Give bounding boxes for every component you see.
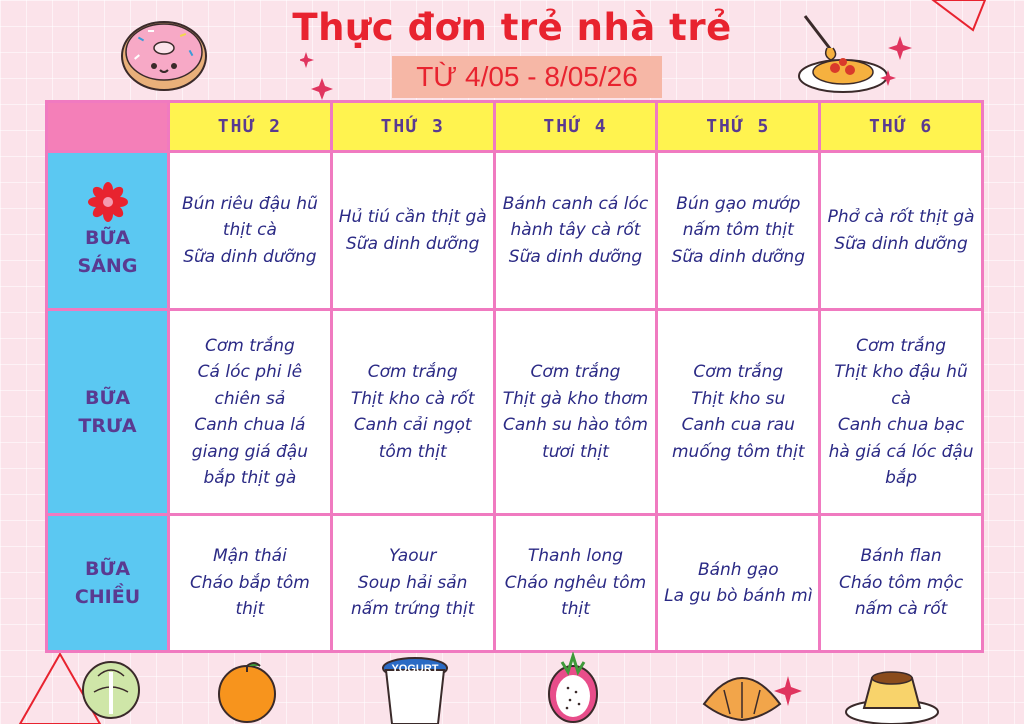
dish: Sữa dinh dưỡng bbox=[346, 233, 480, 254]
date-range-label: TỪ 4/05 - 8/05/26 bbox=[392, 56, 662, 98]
dish: Bánh flan bbox=[860, 546, 942, 567]
menu-table bbox=[45, 100, 984, 653]
dish: La gu bò bánh mì bbox=[664, 586, 813, 606]
flower-icon bbox=[88, 182, 128, 222]
day-header-fri: THỨ 6 bbox=[820, 102, 983, 152]
menu-cell bbox=[657, 310, 820, 515]
dish: Thịt gà kho thơm bbox=[502, 388, 649, 409]
day-header-thu: THỨ 5 bbox=[657, 102, 820, 152]
meal-label-line: TRƯA bbox=[78, 415, 137, 437]
dish: Cơm trắng bbox=[856, 335, 947, 356]
meal-header-lunch bbox=[47, 310, 169, 515]
dish: Thịt kho đậu hũ cà bbox=[834, 362, 968, 409]
dish: Canh su hào tôm tươi thịt bbox=[503, 415, 648, 462]
dish: Sữa dinh dưỡng bbox=[508, 246, 643, 267]
dish: Canh chua lá giang giá đậu bắp thịt gà bbox=[191, 415, 309, 488]
dish: Cơm trắng bbox=[530, 362, 621, 382]
meal-label-line: BỮA bbox=[84, 558, 131, 580]
meal-header-afternoon bbox=[47, 515, 169, 652]
dish: Canh chua bạc hà giá cá lóc đậu bắp bbox=[828, 415, 974, 488]
menu-cell bbox=[331, 310, 494, 515]
cabbage-icon bbox=[76, 652, 146, 722]
dish: Cơm trắng bbox=[204, 335, 295, 356]
dish: Cháo nghêu tôm thịt bbox=[504, 572, 647, 620]
meal-header-breakfast bbox=[47, 152, 169, 310]
dish: Mận thái bbox=[212, 546, 287, 567]
dish: Cháo tôm mộc nấm cà rốt bbox=[838, 572, 964, 620]
breakfast-row bbox=[47, 152, 983, 310]
menu-cell bbox=[169, 515, 332, 652]
day-header-tue: THỨ 3 bbox=[331, 102, 494, 152]
dish: Cơm trắng bbox=[693, 362, 784, 382]
dish: Canh cua rau muống tôm thịt bbox=[672, 415, 805, 462]
dish: Cháo bắp tôm thịt bbox=[189, 572, 310, 620]
yogurt-label: YOGURT bbox=[391, 663, 439, 675]
dish: Thịt kho cà rốt bbox=[350, 388, 475, 409]
meal-label-line: BỮA bbox=[84, 387, 131, 409]
menu-cell bbox=[657, 515, 820, 652]
menu-cell bbox=[169, 310, 332, 515]
menu-cell bbox=[494, 152, 657, 310]
dish: Bánh gạo bbox=[697, 559, 779, 580]
meal-label-line: CHIỀU bbox=[74, 586, 141, 608]
meal-label-line: SÁNG bbox=[77, 254, 138, 277]
corner-cell bbox=[47, 102, 169, 152]
dish: Cá lóc phi lê chiên sả bbox=[197, 362, 303, 409]
menu-cell bbox=[494, 515, 657, 652]
dish: Thịt kho su bbox=[691, 388, 786, 409]
dish: Bún gạo mướp nấm tôm thịt bbox=[676, 193, 801, 241]
menu-cell bbox=[820, 152, 983, 310]
afternoon-row bbox=[47, 515, 983, 652]
orange-icon bbox=[214, 658, 280, 724]
croissant-icon bbox=[700, 660, 784, 724]
dish: Sữa dinh dưỡng bbox=[671, 246, 805, 267]
menu-cell bbox=[169, 152, 332, 310]
flan-icon bbox=[842, 656, 942, 724]
dish: Cơm trắng bbox=[367, 362, 458, 382]
dragon-fruit-icon bbox=[542, 652, 604, 724]
dish: Hủ tiú cần thịt gà bbox=[338, 207, 487, 227]
lunch-row bbox=[47, 310, 983, 515]
menu-cell bbox=[820, 310, 983, 515]
dish: Sữa dinh dưỡng bbox=[183, 246, 317, 267]
dish: Bánh canh cá lóc hành tây cà rốt bbox=[502, 193, 649, 241]
sparkle-icon bbox=[300, 52, 340, 100]
day-header-row bbox=[47, 102, 983, 152]
dish: Phở cà rốt thịt gà bbox=[827, 207, 975, 227]
meal-label-line: BỮA bbox=[84, 226, 131, 249]
menu-cell bbox=[494, 310, 657, 515]
menu-cell bbox=[331, 152, 494, 310]
page-title: Thực đơn trẻ nhà trẻ bbox=[292, 6, 732, 49]
dish: Soup hải sản nấm trứng thịt bbox=[351, 572, 475, 620]
day-header-wed: THỨ 4 bbox=[494, 102, 657, 152]
dish: Canh cải ngọt tôm thịt bbox=[353, 415, 472, 462]
dish: Thanh long bbox=[527, 546, 624, 567]
day-header-mon: THỨ 2 bbox=[169, 102, 332, 152]
dish: Sữa dinh dưỡng bbox=[834, 233, 968, 254]
menu-cell bbox=[820, 515, 983, 652]
menu-cell bbox=[657, 152, 820, 310]
yogurt-icon bbox=[380, 656, 450, 724]
menu-cell bbox=[331, 515, 494, 652]
dish: Yaour bbox=[388, 546, 437, 567]
dish: Bún riêu đậu hũ thịt cà bbox=[181, 193, 318, 241]
